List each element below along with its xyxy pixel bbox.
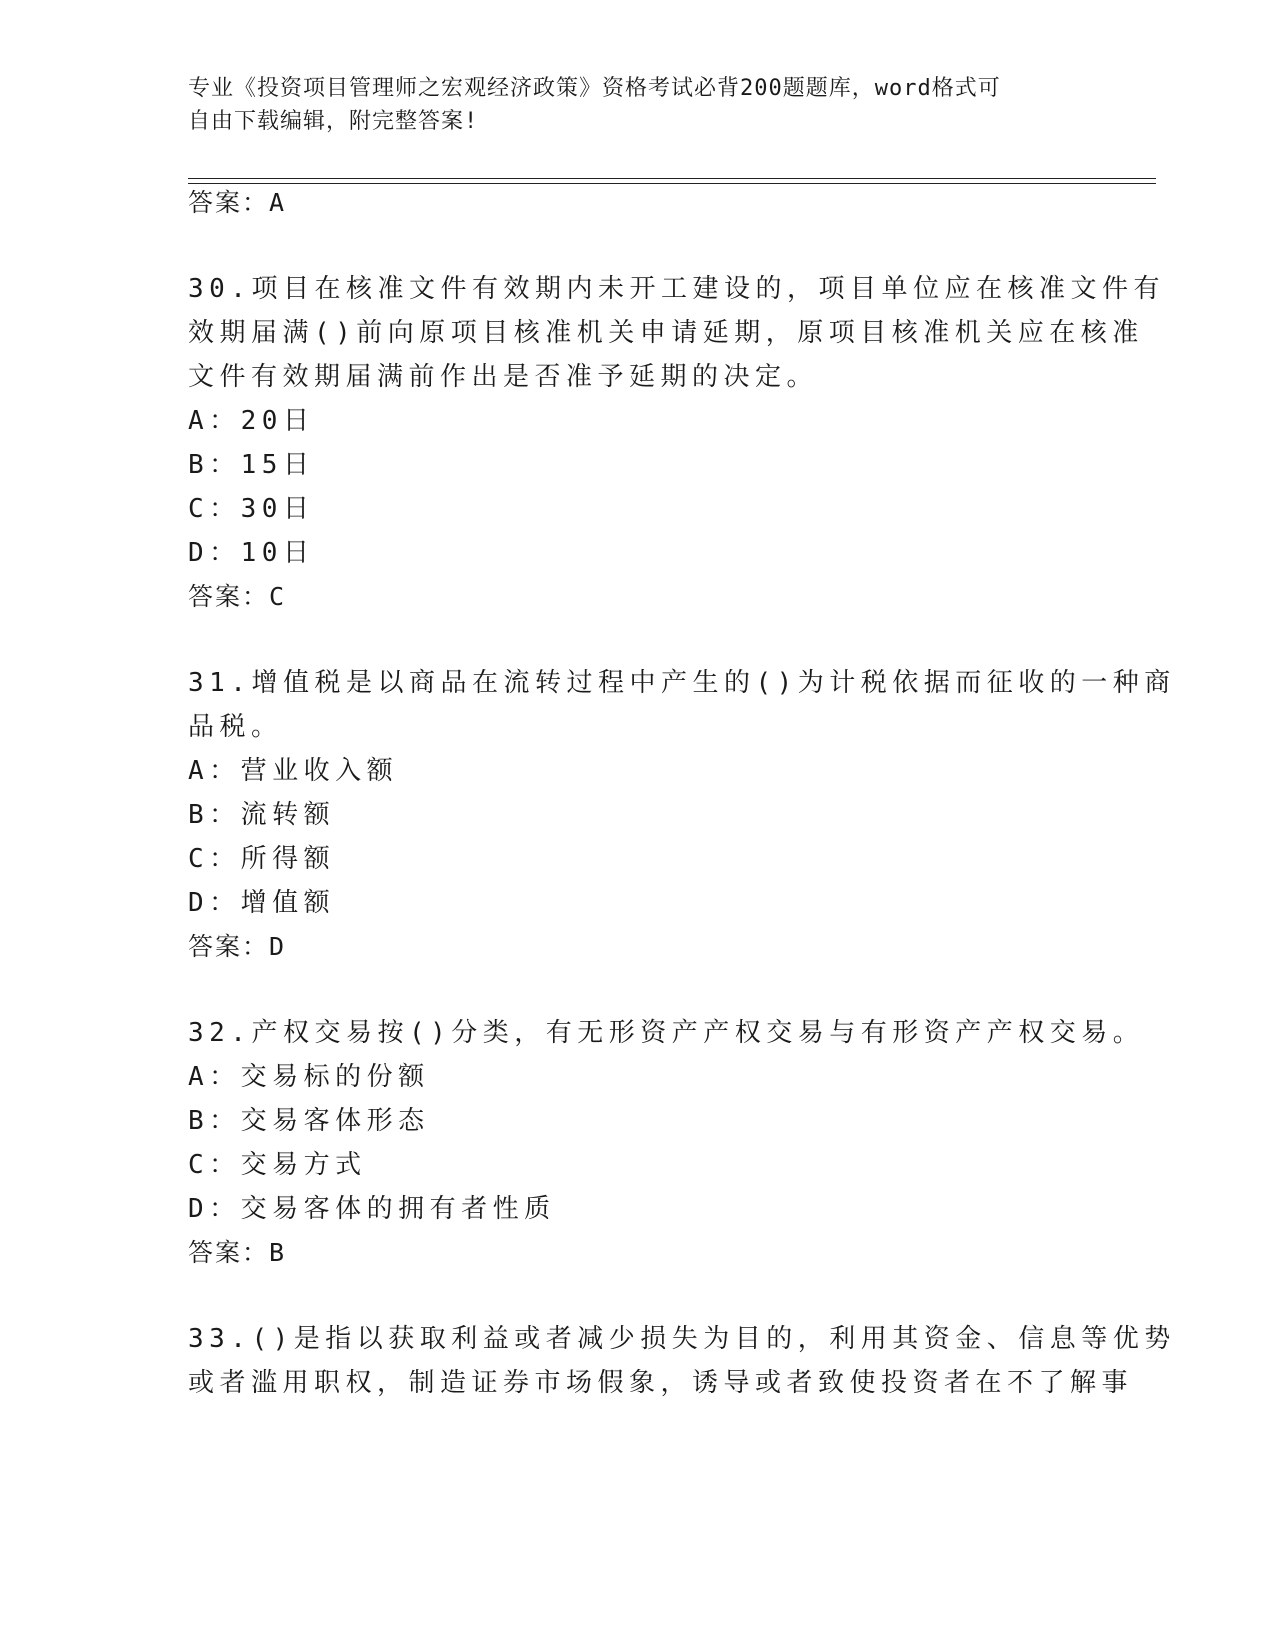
question-31-option-a: A：营业收入额 — [188, 756, 399, 786]
header-line-2: 自由下载编辑，附完整答案! — [188, 109, 479, 134]
question-31-option-b: B：流转额 — [188, 800, 336, 830]
question-31-option-c: C：所得额 — [188, 844, 336, 874]
question-31-line-1: 31.增值税是以商品在流转过程中产生的()为计税依据而征收的一种商 — [188, 668, 1176, 698]
question-30-line-1: 30.项目在核准文件有效期内未开工建设的，项目单位应在核准文件有 — [188, 274, 1165, 304]
question-32-option-c: C：交易方式 — [188, 1150, 367, 1180]
question-33-line-2: 或者滥用职权，制造证券市场假象，诱导或者致使投资者在不了解事 — [188, 1368, 1134, 1398]
answer-label: 答案： — [188, 1238, 270, 1267]
question-32-option-b: B：交易客体形态 — [188, 1106, 430, 1136]
header-line-1: 专业《投资项目管理师之宏观经济政策》资格考试必背200题题库，word格式可 — [188, 76, 1001, 101]
answer-value: B — [269, 1238, 287, 1267]
answer-value: A — [269, 188, 287, 217]
answer-label: 答案： — [188, 188, 270, 217]
answer-label: 答案： — [188, 582, 270, 611]
answer-label: 答案： — [188, 932, 270, 961]
header-divider-bottom — [188, 183, 1156, 184]
question-33-line-1: 33.()是指以获取利益或者减少损失为目的，利用其资金、信息等优势 — [188, 1324, 1176, 1354]
question-31-line-2: 品税。 — [188, 712, 283, 742]
question-32-answer — [188, 1236, 286, 1270]
document-header — [188, 72, 1068, 138]
question-30-option-b: B：15日 — [188, 450, 315, 480]
header-divider-top — [188, 178, 1156, 179]
question-30-option-c: C：30日 — [188, 494, 315, 524]
question-30-line-2: 效期届满()前向原项目核准机关申请延期，原项目核准机关应在核准 — [188, 318, 1144, 348]
answer-value: C — [269, 582, 287, 611]
answer-line — [188, 186, 286, 220]
question-30-option-a: A：20日 — [188, 406, 315, 436]
answer-value: D — [269, 932, 287, 961]
question-30-option-d: D：10日 — [188, 538, 315, 568]
question-31-answer — [188, 930, 286, 964]
question-32-option-a: A：交易标的份额 — [188, 1062, 430, 1092]
question-32-line-1: 32.产权交易按()分类，有无形资产产权交易与有形资产产权交易。 — [188, 1018, 1145, 1048]
question-31-option-d: D：增值额 — [188, 888, 336, 918]
question-32-option-d: D：交易客体的拥有者性质 — [188, 1194, 556, 1224]
question-30-answer — [188, 580, 286, 614]
question-30-line-3: 文件有效期届满前作出是否准予延期的决定。 — [188, 362, 819, 392]
